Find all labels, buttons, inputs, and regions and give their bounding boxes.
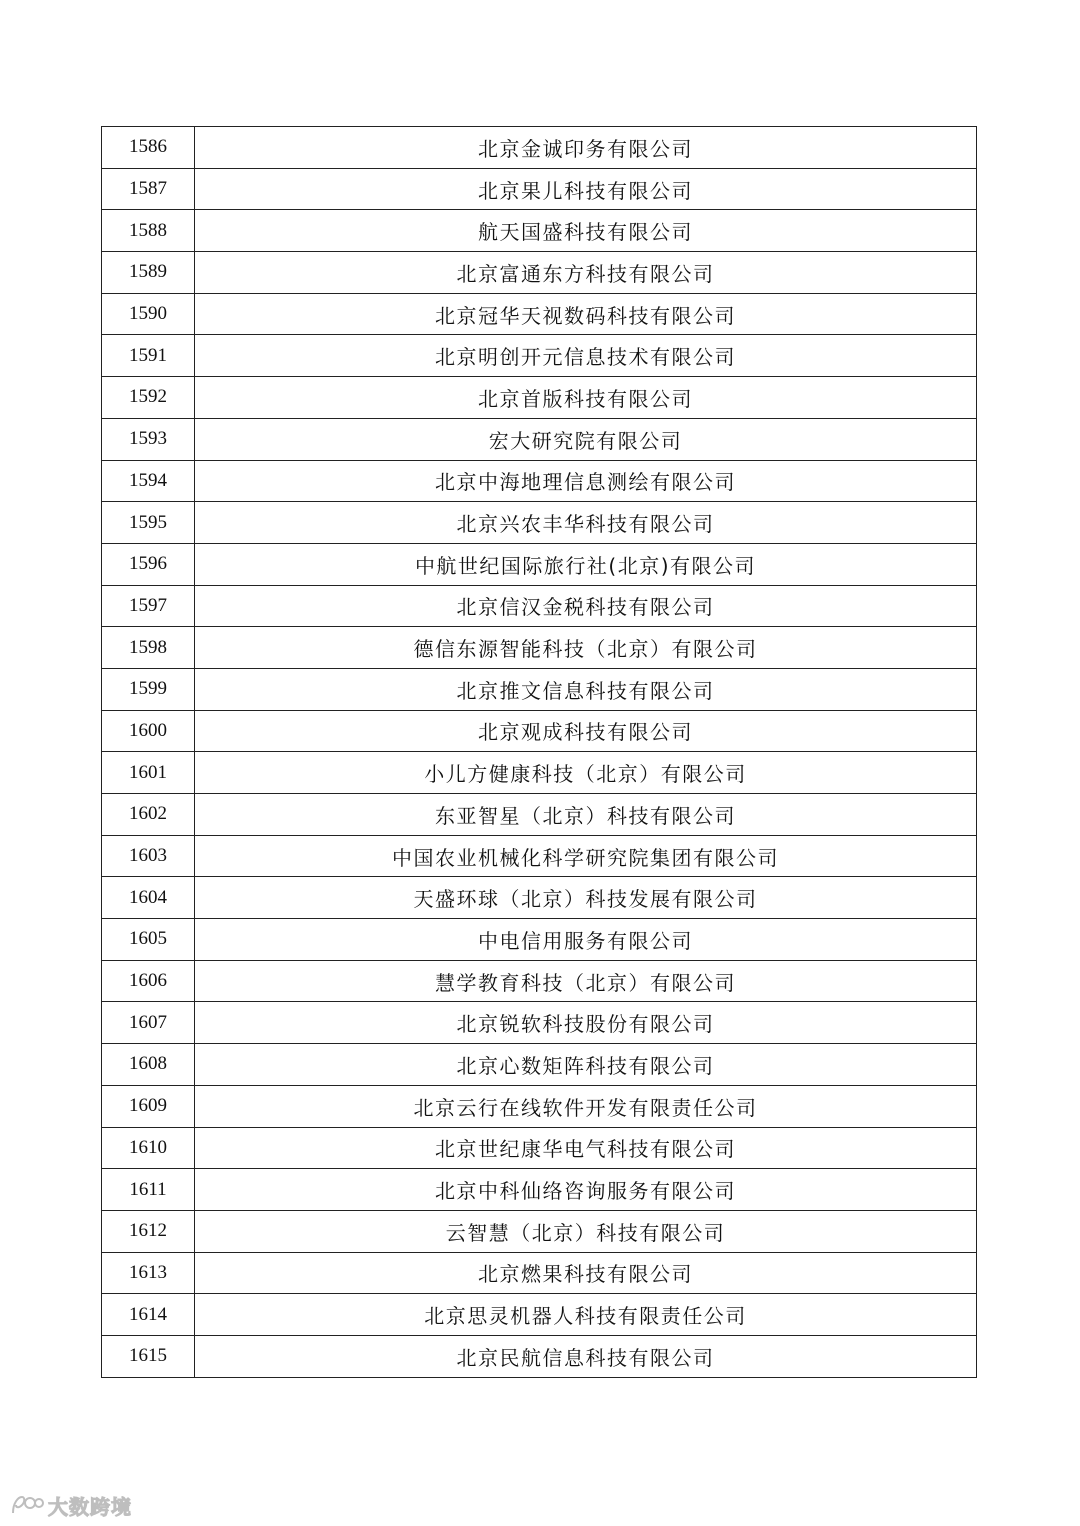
- company-name: 北京云行在线软件开发有限责任公司: [195, 1085, 977, 1127]
- company-name: 北京世纪康华电气科技有限公司: [195, 1127, 977, 1169]
- row-number: 1614: [102, 1294, 195, 1336]
- row-number: 1587: [102, 168, 195, 210]
- table-row: [102, 919, 977, 961]
- row-number: 1608: [102, 1044, 195, 1086]
- row-number: 1590: [102, 293, 195, 335]
- table-row: [102, 1210, 977, 1252]
- row-number: 1589: [102, 252, 195, 294]
- row-number: 1605: [102, 919, 195, 961]
- table-row: [102, 377, 977, 419]
- table-row: [102, 543, 977, 585]
- row-number: 1599: [102, 668, 195, 710]
- row-number: 1586: [102, 127, 195, 169]
- row-number: 1598: [102, 627, 195, 669]
- table-row: [102, 127, 977, 169]
- row-number: 1591: [102, 335, 195, 377]
- table-row: [102, 1294, 977, 1336]
- table-row: [102, 502, 977, 544]
- company-name: 东亚智星（北京）科技有限公司: [195, 794, 977, 836]
- table-row: [102, 877, 977, 919]
- row-number: 1595: [102, 502, 195, 544]
- company-name: 德信东源智能科技（北京）有限公司: [195, 627, 977, 669]
- company-name: 宏大研究院有限公司: [195, 418, 977, 460]
- company-name: 北京观成科技有限公司: [195, 710, 977, 752]
- company-name: 北京金诚印务有限公司: [195, 127, 977, 169]
- company-name: 北京锐软科技股份有限公司: [195, 1002, 977, 1044]
- row-number: 1597: [102, 585, 195, 627]
- table-row: [102, 293, 977, 335]
- company-name: 北京推文信息科技有限公司: [195, 668, 977, 710]
- table-row: [102, 1085, 977, 1127]
- company-name: 北京富通东方科技有限公司: [195, 252, 977, 294]
- table-row: [102, 1002, 977, 1044]
- company-list-table: [101, 126, 977, 1378]
- company-name: 航天国盛科技有限公司: [195, 210, 977, 252]
- table-row: [102, 794, 977, 836]
- table-row: [102, 752, 977, 794]
- row-number: 1601: [102, 752, 195, 794]
- row-number: 1600: [102, 710, 195, 752]
- company-name: 北京心数矩阵科技有限公司: [195, 1044, 977, 1086]
- company-name: 北京信汉金税科技有限公司: [195, 585, 977, 627]
- watermark: [10, 1490, 132, 1520]
- watermark-text: 大数跨境: [48, 1494, 132, 1519]
- company-name: 北京燃果科技有限公司: [195, 1252, 977, 1294]
- row-number: 1607: [102, 1002, 195, 1044]
- company-name: 天盛环球（北京）科技发展有限公司: [195, 877, 977, 919]
- table-row: [102, 1044, 977, 1086]
- table-row: [102, 710, 977, 752]
- company-name: 北京冠华天视数码科技有限公司: [195, 293, 977, 335]
- company-name: 中航世纪国际旅行社(北京)有限公司: [195, 543, 977, 585]
- table-row: [102, 960, 977, 1002]
- company-name: 北京兴农丰华科技有限公司: [195, 502, 977, 544]
- row-number: 1606: [102, 960, 195, 1002]
- row-number: 1609: [102, 1085, 195, 1127]
- row-number: 1611: [102, 1169, 195, 1211]
- company-name: 北京果儿科技有限公司: [195, 168, 977, 210]
- company-name: 慧学教育科技（北京）有限公司: [195, 960, 977, 1002]
- table-row: [102, 210, 977, 252]
- company-name: 北京中科仙络咨询服务有限公司: [195, 1169, 977, 1211]
- company-name: 北京明创开元信息技术有限公司: [195, 335, 977, 377]
- table-row: [102, 1252, 977, 1294]
- row-number: 1596: [102, 543, 195, 585]
- table-row: [102, 835, 977, 877]
- table-row: [102, 668, 977, 710]
- row-number: 1592: [102, 377, 195, 419]
- table-row: [102, 1169, 977, 1211]
- company-name: 中电信用服务有限公司: [195, 919, 977, 961]
- table-row: [102, 460, 977, 502]
- table-row: [102, 585, 977, 627]
- company-name: 云智慧（北京）科技有限公司: [195, 1210, 977, 1252]
- company-name: 北京中海地理信息测绘有限公司: [195, 460, 977, 502]
- company-name: 中国农业机械化科学研究院集团有限公司: [195, 835, 977, 877]
- row-number: 1615: [102, 1335, 195, 1377]
- table-row: [102, 1127, 977, 1169]
- company-list-body: [102, 127, 977, 1378]
- company-name: 北京思灵机器人科技有限责任公司: [195, 1294, 977, 1336]
- table-row: [102, 168, 977, 210]
- table-row: [102, 418, 977, 460]
- row-number: 1593: [102, 418, 195, 460]
- table-row: [102, 252, 977, 294]
- company-name: 北京首版科技有限公司: [195, 377, 977, 419]
- row-number: 1613: [102, 1252, 195, 1294]
- company-name: 小儿方健康科技（北京）有限公司: [195, 752, 977, 794]
- brand-logo-icon: [10, 1493, 44, 1517]
- row-number: 1612: [102, 1210, 195, 1252]
- row-number: 1610: [102, 1127, 195, 1169]
- table-row: [102, 1335, 977, 1377]
- row-number: 1604: [102, 877, 195, 919]
- row-number: 1588: [102, 210, 195, 252]
- table-row: [102, 627, 977, 669]
- row-number: 1603: [102, 835, 195, 877]
- row-number: 1602: [102, 794, 195, 836]
- company-name: 北京民航信息科技有限公司: [195, 1335, 977, 1377]
- table-row: [102, 335, 977, 377]
- row-number: 1594: [102, 460, 195, 502]
